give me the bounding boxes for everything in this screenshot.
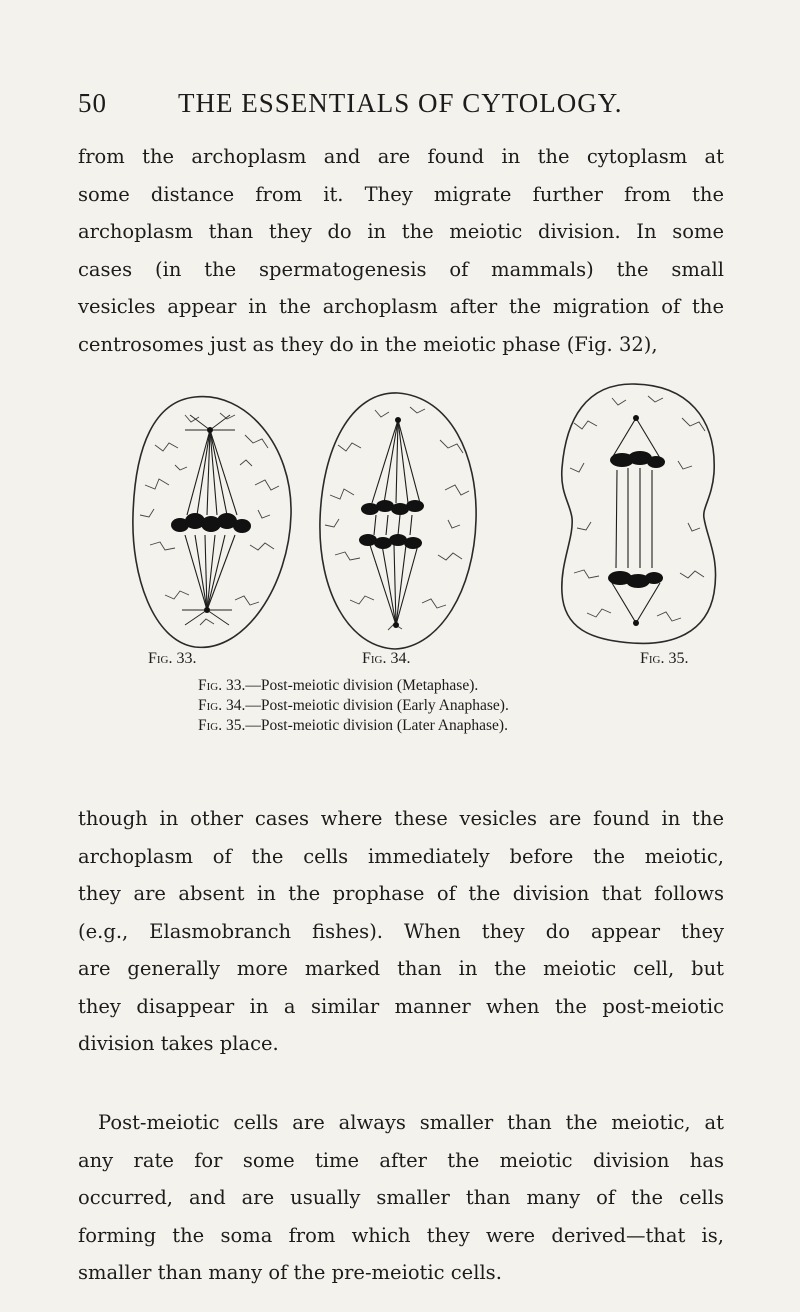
caption-ref: Fig. 33. (198, 677, 246, 694)
text-line: are generally more marked than in the meiotic cell, but (78, 957, 724, 980)
paragraph-1 (78, 138, 724, 363)
caption-figure-33 (198, 676, 738, 696)
caption-figure-34 (198, 696, 738, 716)
text-line: cases (in the spermatogenesis of mammals) the small (78, 257, 724, 281)
text-line: archoplasm of the cells immediately before the meiotic, (78, 844, 724, 868)
text-line: occurred, and are usually smaller than many of the cells (78, 1186, 724, 1209)
text-line: smaller than many of the pre-meiotic cells. (78, 1261, 502, 1284)
text-line: centrosomes just as they do in the meiotic phase (Fig. 32), (78, 332, 658, 356)
text-line: forming the soma from which they were derived—that is, (78, 1223, 724, 1247)
text-line: some distance from it. They migrate further from the (78, 182, 724, 206)
figure-34-illustration (310, 385, 485, 660)
text-line: Post-meiotic cells are always smaller than the meiotic, at (98, 1111, 724, 1134)
text-line: any rate for some time after the meiotic division has (78, 1148, 724, 1172)
running-title: THE ESSENTIALS OF CYTOLOGY. (178, 88, 623, 118)
caption-text: —Post-meiotic division (Later Anaphase). (245, 717, 508, 734)
text-line: they disappear in a similar manner when the post-meiotic (78, 994, 724, 1018)
figure-33-label: Fig. 33. (148, 650, 197, 667)
text-line: archoplasm than they do in the meiotic division. In some (78, 220, 724, 243)
caption-figure-35 (198, 716, 738, 736)
paragraph-3 (78, 1104, 724, 1292)
figure-35-illustration (552, 378, 724, 653)
figure-35-label: Fig. 35. (640, 650, 689, 667)
caption-ref: Fig. 35. (198, 717, 246, 734)
text-line: division takes place. (78, 1032, 279, 1055)
text-line: from the archoplasm and are found in the cytoplasm at (78, 145, 724, 168)
text-line: they are absent in the prophase of the division that follows (78, 882, 724, 905)
text-line: though in other cases where these vesicles are found in the (78, 807, 724, 830)
paragraph-2 (78, 800, 724, 1063)
figure-captions (198, 676, 738, 736)
caption-text: —Post-meiotic division (Metaphase). (245, 677, 479, 694)
text-line: vesicles appear in the archoplasm after the migration of the (78, 295, 724, 318)
page-number: 50 (78, 88, 107, 118)
caption-ref: Fig. 34. (198, 697, 246, 714)
figure-34-label: Fig. 34. (362, 650, 411, 667)
running-header (78, 88, 728, 122)
caption-text: —Post-meiotic division (Early Anaphase). (245, 697, 509, 714)
figure-33-illustration (125, 385, 300, 660)
text-line: (e.g., Elasmobranch fishes). When they do appear they (78, 919, 724, 943)
